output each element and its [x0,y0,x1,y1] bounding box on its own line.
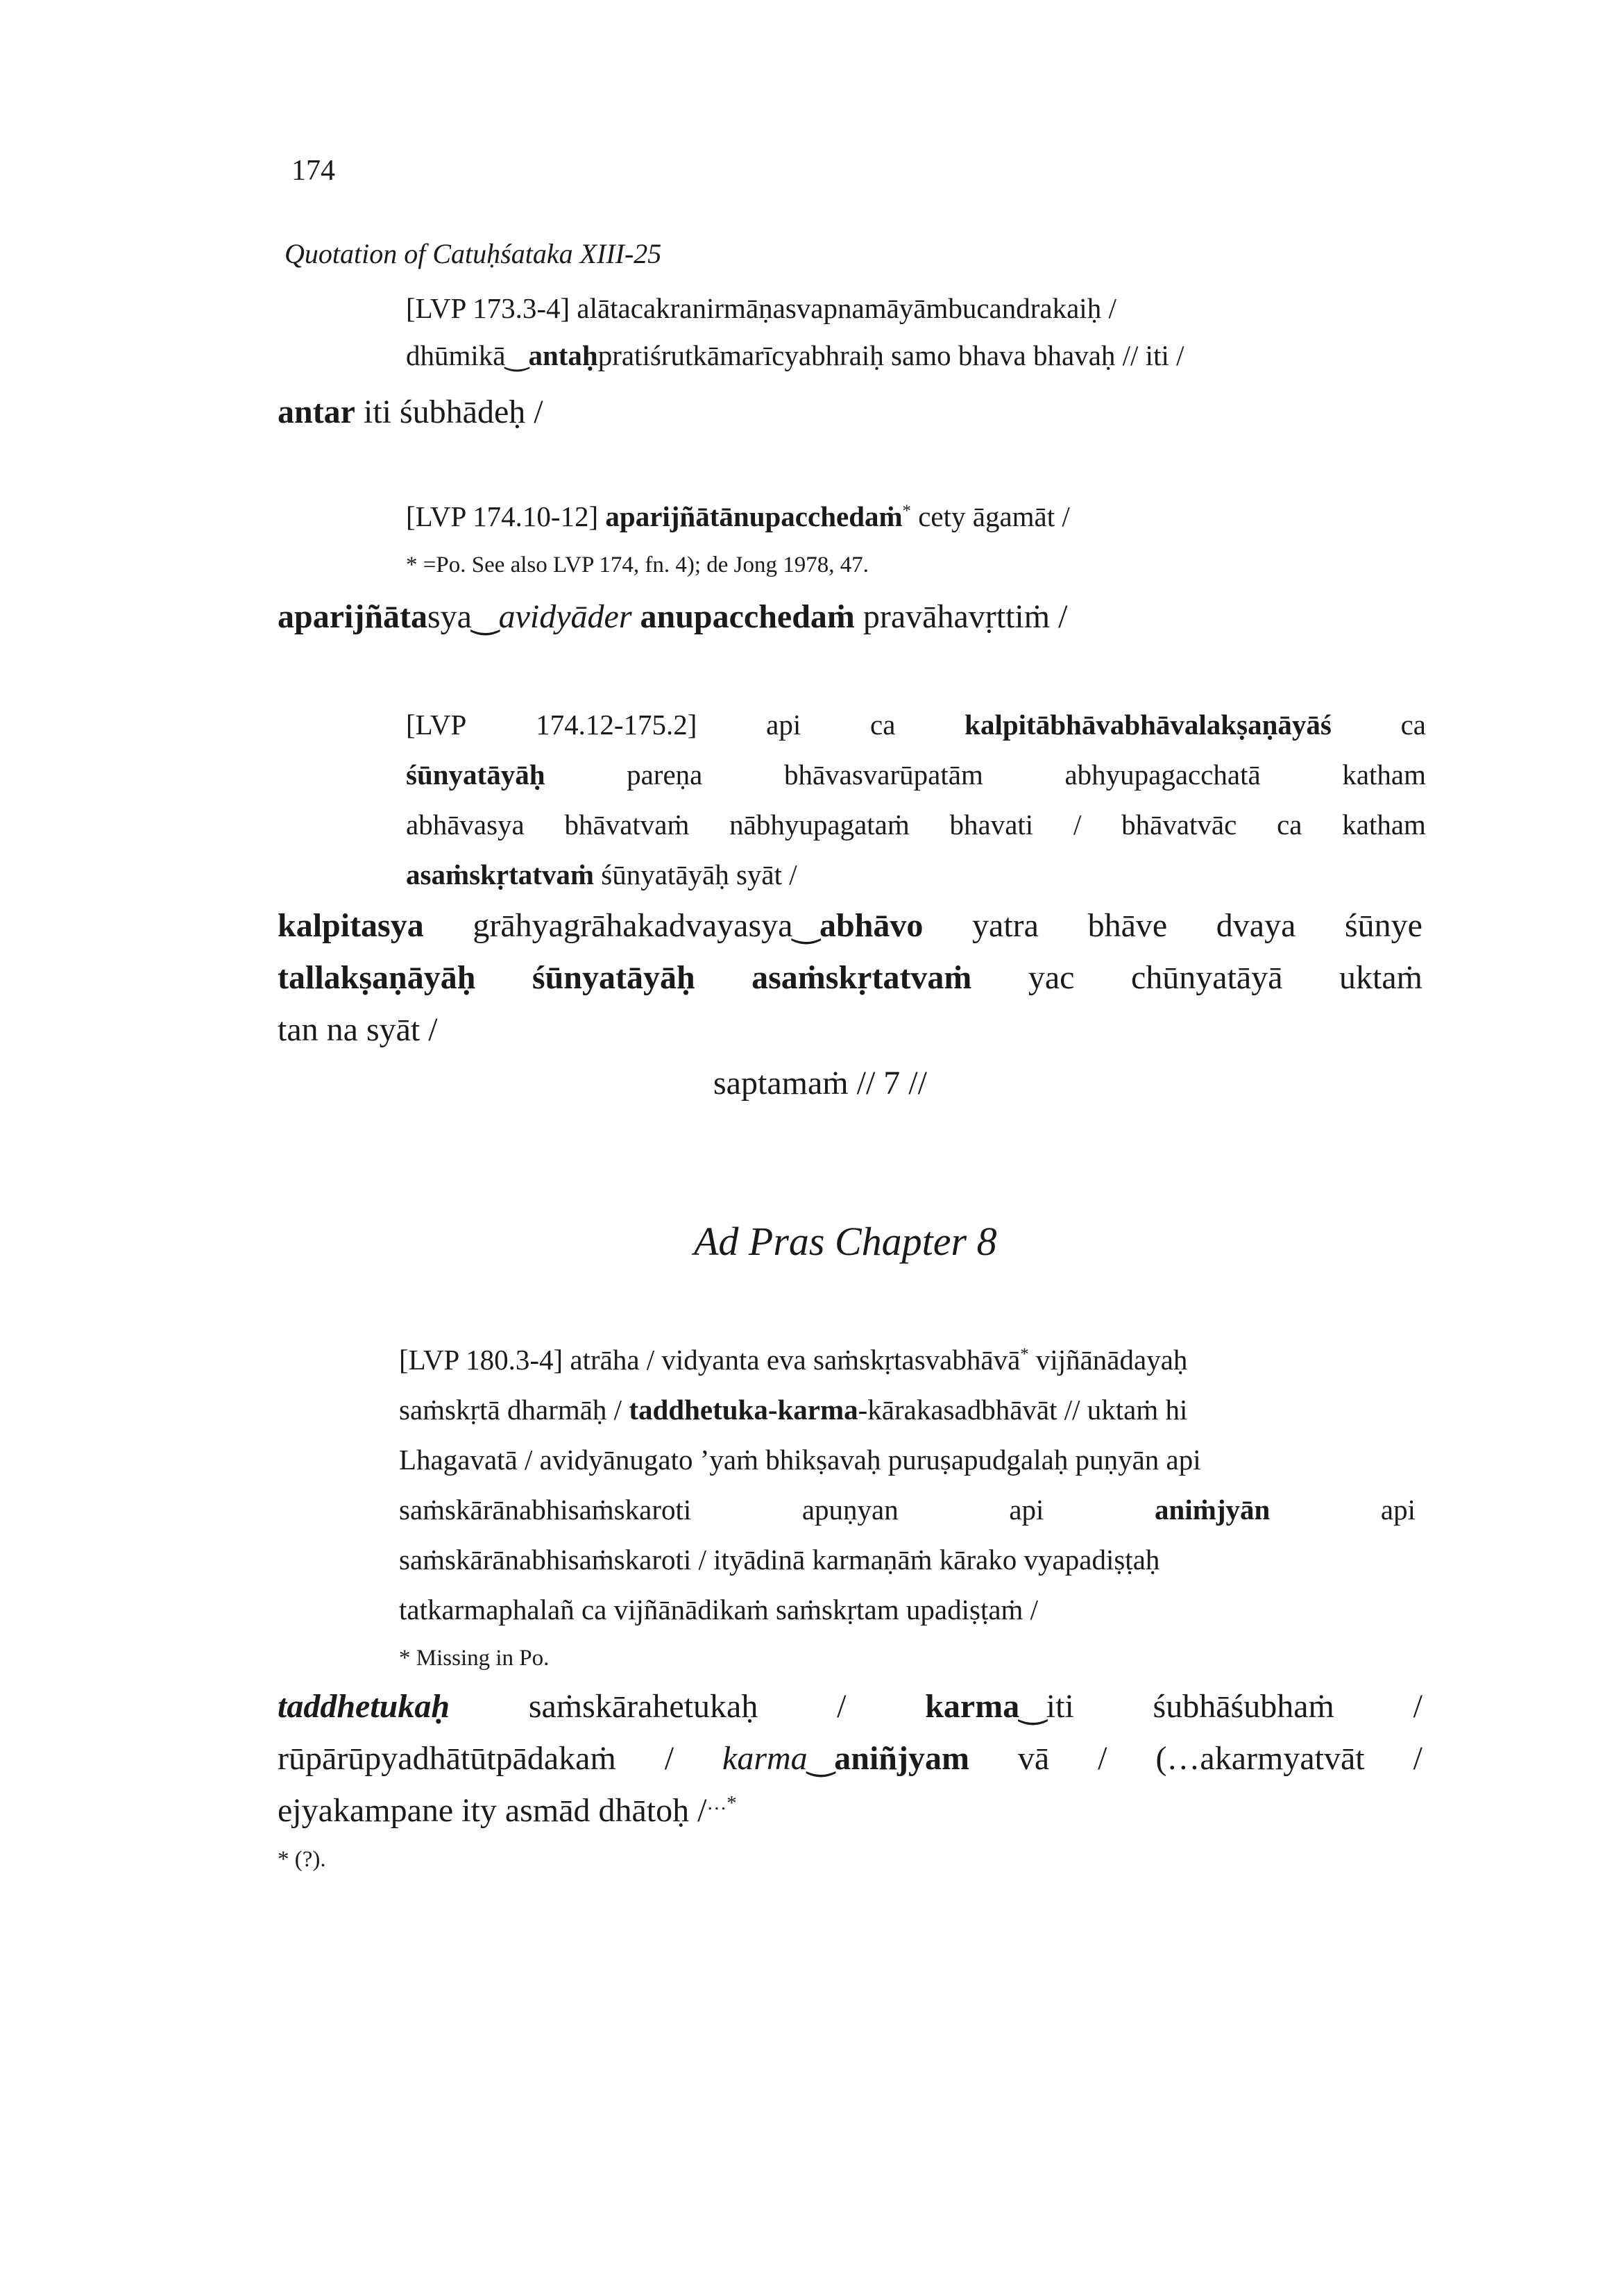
bold-term: aniṁjyān [1155,1494,1271,1526]
section-heading-prefix: Quotation of [284,238,433,269]
bold-term: śūnyatāyāḥ [406,759,545,791]
section-heading-title: Catuḥśataka XIII-25 [432,238,662,269]
word: karma‿iti [925,1688,1074,1725]
word: apuṇyan [801,1494,899,1526]
bold-term: śūnyatāyāḥ [532,959,695,996]
text-run: avidyāder [498,598,640,635]
quote-line [406,858,797,892]
commentary-line [278,1687,1422,1727]
bold-term: antaḥ [528,339,598,371]
text-run: cety āgamāt / [910,500,1070,532]
word: uktaṁ [1339,959,1422,996]
text-run: sya [427,598,472,635]
chapter-title: Ad Pras Chapter 8 [694,1219,997,1264]
quote-line [406,500,1070,534]
bold-term: anupacchedaṁ [640,598,855,635]
word: śubhāśubhaṁ [1153,1688,1334,1725]
word: 174.12-175.2] [536,709,697,741]
word: / [1413,1740,1422,1777]
bold-term: aparijñātānupacchedaṁ [605,500,903,532]
section-heading [284,237,661,271]
word: bhāvatvāc [1121,809,1237,841]
bold-term: asaṁskṛtatvaṁ [751,959,972,996]
commentary-line [278,392,543,432]
word: bhāvatvaṁ [564,809,690,841]
section-closing: saptamaṁ // 7 // [713,1065,927,1101]
text-run: pravāhavṛttiṁ / [854,598,1068,635]
commentary-line: tan na syāt / [278,1011,438,1048]
quote-line [399,1493,1416,1527]
footnote: * Missing in Po. [399,1646,550,1671]
bold-term: kalpitasya [278,907,424,944]
bold-term: kalpitābhāvabhāvalakṣaṇāyāś [965,709,1332,741]
word: vā [1017,1740,1050,1777]
word: katham [1342,809,1426,841]
commentary-line [278,958,1422,998]
word: / [837,1688,847,1725]
word: śūnye [1345,907,1422,944]
text-run: dhūmikā [406,339,506,371]
bold-term: karma [925,1688,1020,1725]
quote-line [399,1393,1187,1427]
word: ca [1277,809,1302,841]
commentary-line [278,906,1422,946]
word: yac [1028,959,1075,996]
word: karma‿aniñjyam [722,1740,969,1777]
word: bhāve [1087,907,1168,944]
text-run: pratiśrutkāmarīcyabhraiḥ samo bhava bhavaḥ // iti / [597,339,1184,371]
word: chūnyatāyā [1130,959,1283,996]
word: grāhyagrāhakadvayasya‿abhāvo [473,907,924,944]
word: api [1009,1494,1044,1526]
bold-term: asaṁskṛtatvaṁ [406,859,595,890]
word: abhāvasya [406,809,525,841]
bold-term: taddhetuka-karma [629,1394,858,1426]
word: bhavati [949,809,1034,841]
word: / [1413,1688,1422,1725]
footnote-marker: * [902,501,911,521]
word: katham [1342,759,1426,791]
bold-term: taddhetukaḥ [278,1688,450,1725]
word: saṁskārānabhisaṁskaroti [399,1494,692,1526]
text-run: ejyakampane ity asmād dhātoḥ / [278,1792,707,1829]
commentary-line [278,1791,737,1831]
bold-term: abhāvo [819,907,924,944]
quote-line: Lhagavatā / avidyānugato ’yaṁ bhikṣavaḥ puruṣapudgalaḥ puṇyān api [399,1444,1201,1476]
word: yatra [972,907,1039,944]
word: bhāvasvarūpatām [783,759,983,791]
bold-term: aniñjyam [834,1740,969,1777]
word: / [1073,809,1082,841]
quote-line: saṁskārānabhisaṁskaroti / ityādinā karmaṇāṁ kārako vyapadiṣṭaḥ [399,1544,1160,1576]
quote-line: [LVP 173.3-4] alātacakranirmāṇasvapnamāyāmbucandrakaiḥ / [406,292,1116,324]
quote-line [399,1343,1187,1377]
quote-line [406,758,1426,792]
word: api [1380,1494,1416,1526]
footnote: * =Po. See also LVP 174, fn. 4); de Jong 1978, 47. [406,552,869,577]
word: [LVP [406,709,467,741]
text-run: [LVP 180.3-4] atrāha / vidyanta eva saṁskṛtasvabhāvā [399,1344,1021,1376]
bold-term: aparijñāta [278,598,427,635]
word: dvaya [1216,907,1296,944]
quote-line: dhūmikā‿antaḥpratiśrutkāmarīcyabhraiḥ samo bhava bhavaḥ // iti / [406,339,1184,371]
footnote-marker: * [1020,1344,1029,1364]
word: pareṇa [627,759,703,791]
bold-term: tallakṣaṇāyāḥ [278,959,476,996]
page-number: 174 [291,155,335,187]
quote-line [406,808,1426,842]
word: ca [870,709,896,741]
text-run: [LVP 174.10-12] [406,500,606,532]
commentary-line: aparijñātasya‿avidyāder anupacchedaṁ pravāhavṛttiṁ / [278,598,1068,635]
word: abhyupagacchatā [1064,759,1261,791]
word: nābhyupagataṁ [729,809,910,841]
bold-term: antar [278,394,355,430]
word: / [1098,1740,1107,1777]
commentary-line [278,1739,1422,1779]
text-run: śūnyatāyāḥ syāt / [594,859,797,890]
word: saṁskārahetukaḥ [528,1688,758,1725]
word: / [664,1740,674,1777]
text-run: vijñānādayaḥ [1028,1344,1188,1376]
footnote-marker: …* [706,1792,737,1814]
quote-line [406,708,1426,742]
text-run: saṁskṛtā dharmāḥ / [399,1394,629,1426]
text-run: iti śubhādeḥ / [355,394,543,430]
word: api [766,709,801,741]
word: rūpārūpyadhātūtpādakaṁ [278,1740,616,1777]
footnote: * (?). [278,1847,326,1872]
word: ca [1400,709,1426,741]
quote-line: tatkarmaphalañ ca vijñānādikaṁ saṁskṛtam upadiṣṭaṁ / [399,1594,1039,1626]
word: (…akarmyatvāt [1155,1740,1365,1777]
text-run: -kārakasadbhāvāt // uktaṁ hi [858,1394,1188,1426]
